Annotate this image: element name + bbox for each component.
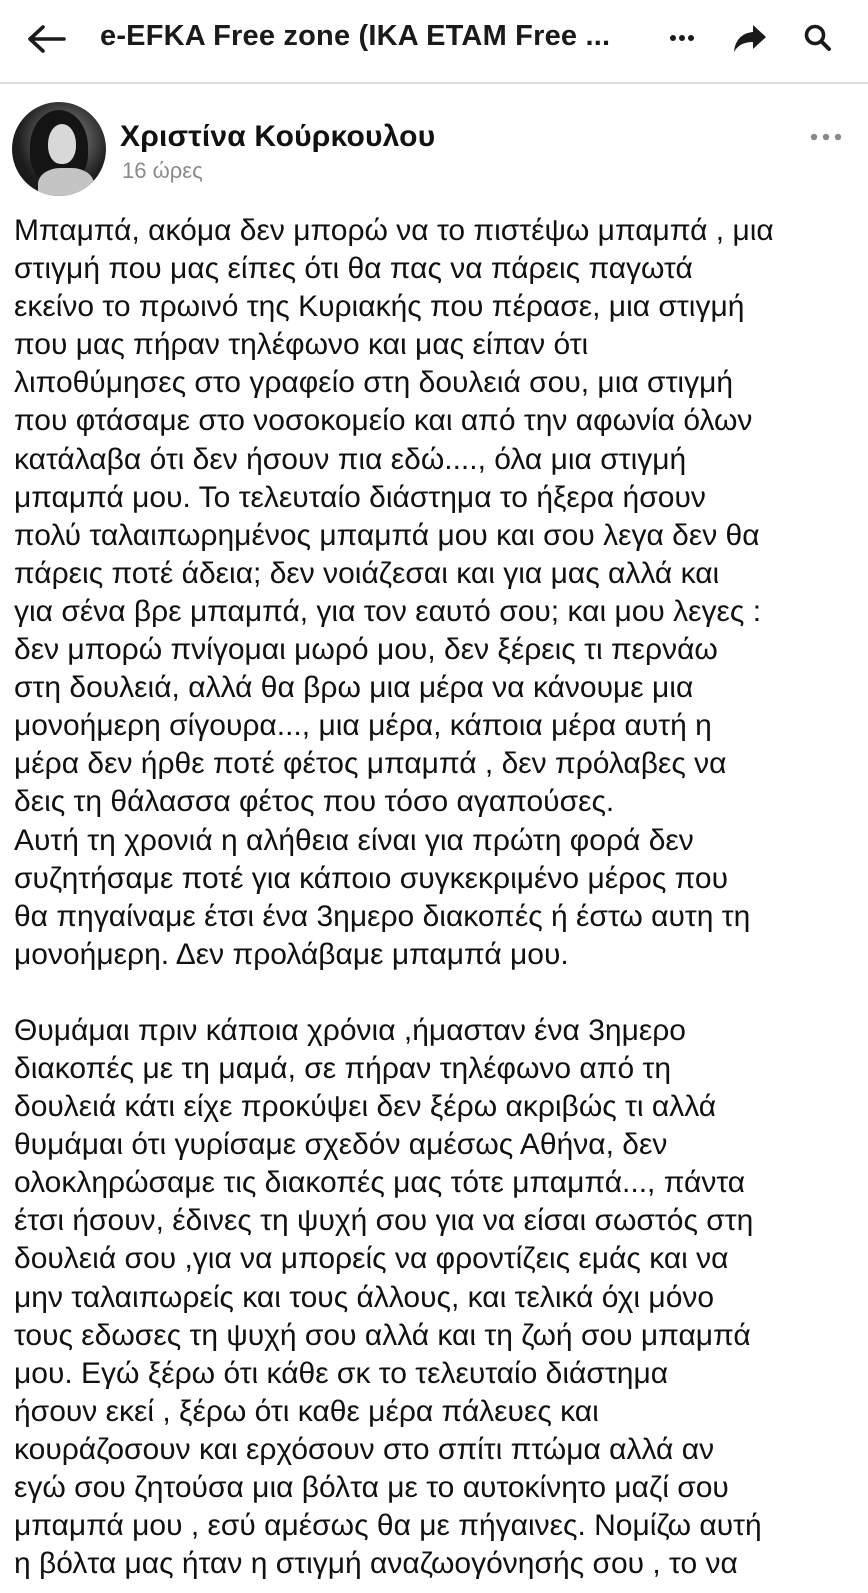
post-paragraph-1 (14, 212, 860, 974)
text-line: Αυτή τη χρονιά η αλήθεια είναι για πρώτη φορά δεν (14, 823, 694, 857)
post-header (0, 96, 868, 206)
text-line: λιποθύμησες στο γραφείο στη δουλειά σου, μια στιγμή (14, 366, 734, 400)
search-icon (803, 23, 833, 53)
text-line: κατάλαβα ότι δεν ήσουν πια εδώ...., όλα μια στιγμή (14, 442, 687, 476)
text-line: μέρα δεν ήρθε ποτέ φέτος μπαμπά , δεν πρόλαβες να (14, 747, 727, 781)
text-line: για σένα βρε μπαμπά, για τον εαυτό σου; και μου λεγες : (14, 594, 762, 628)
text-line: πολύ ταλαιπωρημένος μπαμπά μου και σου λεγα δεν θα (14, 518, 760, 552)
text-line: δεις τη θάλασσα φέτος που τόσο αγαπούσες. (14, 785, 615, 819)
avatar-face (48, 124, 76, 164)
text-line: δεν μπορώ πνίγομαι μωρό μου, δεν ξέρεις τι περνάω (14, 633, 718, 667)
text-line: μονοήμερη σίγουρα..., μια μέρα, κάποια μέρα αυτή η (14, 709, 712, 743)
text-line: συζητήσαμε ποτέ για κάποιο συγκεκριμένο μέρος που (14, 861, 729, 895)
text-line: η βόλτα μας ήταν η στιγμή αναζωογόνησής σου , το να (14, 1547, 738, 1581)
text-line: δουλειά κάτι είχε προκύψει δεν ξέρω ακριβώς τι αλλά (14, 1090, 717, 1124)
avatar[interactable] (12, 102, 106, 196)
more-horizontal-icon (809, 133, 843, 141)
post-paragraph-2 (14, 1012, 860, 1583)
text-line: δουλειά σου ,για να μπορείς να φροντίζεις εμάς και να (14, 1242, 729, 1276)
text-line: μονοήμερη. Δεν προλάβαμε μπαμπά μου. (14, 937, 569, 971)
more-options-button[interactable] (660, 18, 704, 58)
text-line: στη δουλειά, αλλά θα βρω μια μέρα να κάνουμε μια (14, 671, 694, 705)
text-line: κουράζοσουν και ερχόσουν στο σπίτι πτώμα αλλά αν (14, 1432, 715, 1466)
text-line: μου. Εγώ ξέρω ότι κάθε σκ το τελευταίο διάστημα (14, 1356, 669, 1390)
text-line: μπαμπά μου , εσύ αμέσως θα με πήγαινες. Νομίζω αυτή (14, 1509, 762, 1543)
post-timestamp[interactable]: 16 ώρες (122, 158, 203, 183)
text-line: στιγμή που μας είπες ότι θα πας να πάρεις παγωτά (14, 252, 693, 286)
text-line: ολοκληρώσαμε τις διακοπές μας τότε μπαμπά..., πάντα (14, 1166, 746, 1200)
text-line: θα πηγαίναμε έτσι ένα 3ημερο διακοπές ή έστω αυτη τη (14, 899, 751, 933)
text-line: τους εδωσες τη ψυχή σου αλλά και τη ζωή σου μπαμπά (14, 1318, 751, 1352)
group-title[interactable]: e-EFKA Free zone (IKA ETAM Free ... (100, 20, 611, 52)
more-horizontal-icon (669, 34, 695, 42)
text-line: που μας πήραν τηλέφωνο και μας είπαν ότι (14, 328, 589, 362)
top-app-bar (0, 0, 868, 84)
share-button[interactable] (728, 16, 772, 60)
text-line: εγώ σου ζητούσα μια βόλτα με το αυτοκίνητο μαζί σου (14, 1471, 729, 1504)
text-line: εκείνο το πρωινό της Κυριακής που πέρασε, μια στιγμή (14, 290, 745, 324)
text-line: έτσι ήσουν, έδινες τη ψυχή σου για να είσαι σωστός στη (14, 1204, 754, 1238)
share-icon (733, 23, 767, 53)
text-line: θυμάμαι ότι γυρίσαμε σχεδόν αμέσως Αθήνα, δεν (14, 1128, 668, 1162)
avatar-shoulder (38, 168, 94, 196)
author-name[interactable]: Χριστίνα Κούρκουλου (120, 120, 436, 153)
text-line: Θυμάμαι πριν κάποια χρόνια ,ήμασταν ένα 3ημερο (14, 1013, 686, 1047)
back-button[interactable] (22, 18, 70, 60)
text-line: μην ταλαιπωρείς και τους άλλους, και τελικά όχι μόνο (14, 1280, 715, 1314)
text-line: ήσουν εκεί , ξέρω ότι καθε μέρα πάλευες και (14, 1394, 599, 1428)
text-line: διακοπές με τη μαμά, σε πήραν τηλέφωνο από τη (14, 1051, 672, 1085)
search-button[interactable] (796, 16, 840, 60)
text-line: πάρεις ποτέ άδεια; δεν νοιάζεσαι και για μας αλλά και (14, 556, 720, 590)
post-text (14, 212, 860, 1583)
paragraph-gap (14, 974, 860, 1012)
text-line: μπαμπά μου. Το τελευταίο διάστημα το ήξερα ήσουν (14, 480, 706, 514)
text-line: Μπαμπά, ακόμα δεν μπορώ να το πιστέψω μπαμπά , μια (14, 214, 774, 247)
back-arrow-icon (26, 24, 66, 54)
text-line: που φτάσαμε στο νοσοκομείο και από την αφωνία όλων (14, 404, 753, 438)
post-more-options-button[interactable] (804, 124, 848, 150)
